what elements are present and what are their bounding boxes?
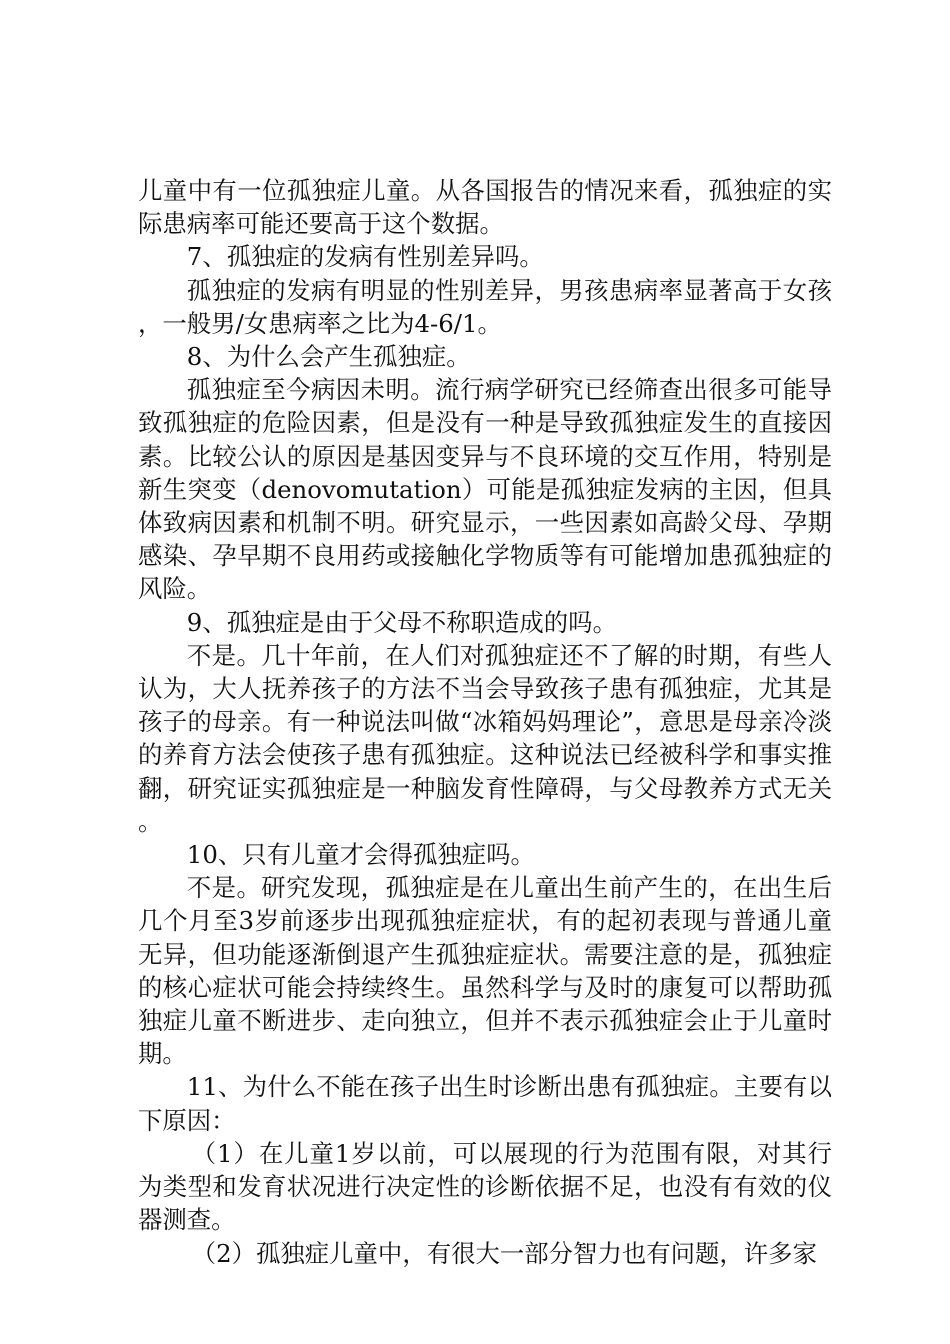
question-11-heading: 11、为什么不能在孩子出生时诊断出患有孤独症。主要有以下原因： <box>138 1072 832 1135</box>
answer-8-paragraph: 孤独症至今病因未明。流行病学研究已经筛查出很多可能导致孤独症的危险因素，但是没有一种是导致孤独症发生的直接因素。比较公认的原因是基因变异与不良环境的交互作用，特别是新生突变（denovomutation）可能是孤独症发病的主因，但具体致病因素和机制不明。研究显示，一些因素如高龄父母、孕期感染、孕早期不良用药或接触化学物质等有可能增加患孤独症的风险。 <box>138 375 832 604</box>
question-8-heading: 8、为什么会产生孤独症。 <box>186 342 471 372</box>
reason-2-paragraph: （2）孤独症儿童中，有很大一部分智力也有问题，许多家 <box>191 1238 817 1268</box>
reason-1-paragraph: （1）在儿童1岁以前，可以展现的行为范围有限，对其行为类型和发育状况进行决定性的诊断依据不足，也没有有效的仪器测查。 <box>138 1138 832 1235</box>
question-9-heading: 9、孤独症是由于父母不称职造成的吗。 <box>186 607 617 637</box>
paragraph-prevalence-continued: 儿童中有一位孤独症儿童。从各国报告的情况来看，孤独症的实际患病率可能还要高于这个数据。 <box>138 176 832 239</box>
answer-10-paragraph: 不是。研究发现，孤独症是在儿童出生前产生的，在出生后几个月至3岁前逐步出现孤独症症状，有的起初表现与普通儿童无异，但功能逐渐倒退产生孤独症症状。需要注意的是，孤独症的核心症状可能会持续终生。虽然科学与及时的康复可以帮助孤独症儿童不断进步、走向独立，但并不表示孤独症会止于儿童时期。 <box>138 873 832 1069</box>
answer-7-paragraph: 孤独症的发病有明显的性别差异，男孩患病率显著高于女孩，一般男/女患病率之比为4-6/1。 <box>138 275 832 338</box>
question-10-heading: 10、只有儿童才会得孤独症吗。 <box>186 840 535 870</box>
document-page <box>138 174 832 1270</box>
question-7-heading: 7、孤独症的发病有性别差异吗。 <box>186 242 544 272</box>
answer-9-paragraph: 不是。几十年前，在人们对孤独症还不了解的时期，有些人认为，大人抚养孩子的方法不当会导致孩子患有孤独症，尤其是孩子的母亲。有一种说法叫做“冰箱妈妈理论”，意思是母亲冷淡的养育方法会使孩子患有孤独症。这种说法已经被科学和事实推翻，研究证实孤独症是一种脑发育性障碍，与父母教养方式无关。 <box>138 640 832 836</box>
